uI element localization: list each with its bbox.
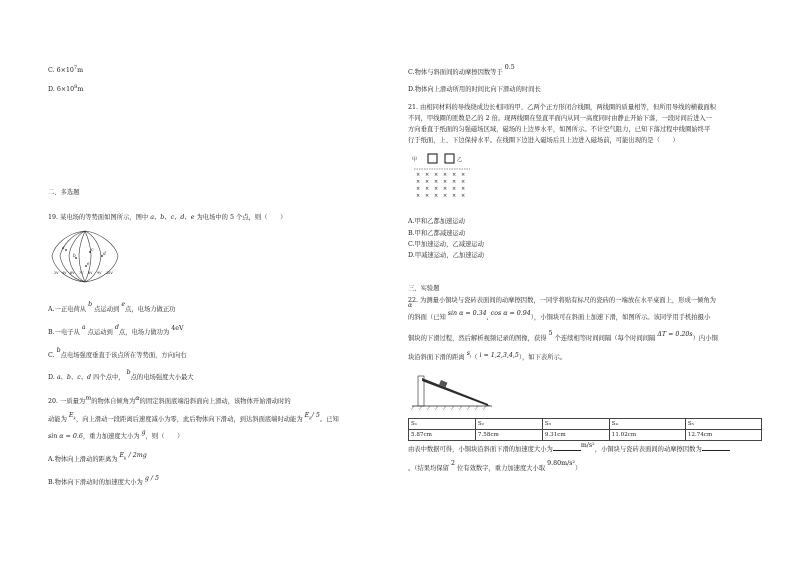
option-c-q18: C. $6\times 10^7m$ <box>48 65 84 74</box>
field-x-mark: × <box>443 193 448 199</box>
q21-option-a: A.甲和乙都加速运动 <box>408 218 465 225</box>
surface-hatching <box>411 406 486 410</box>
section-title-experiment: 三、实验题 <box>408 285 440 292</box>
field-x-mark: × <box>434 193 439 199</box>
incline-figure <box>410 372 494 412</box>
section-title-multi: 二、多选题 <box>48 189 80 196</box>
q22-answer-line-2: 。（结果均保留 2 位有效数字，重力加速度大小取 9.80m/s²） <box>408 460 582 472</box>
coil-yi <box>445 154 454 163</box>
q21-option-d: D.甲减速运动，乙加速运动 <box>408 252 485 259</box>
field-x-mark: × <box>434 179 439 185</box>
point-d-label: d <box>103 252 106 257</box>
field-x-mark: × <box>461 172 466 178</box>
q19-option-b: B.一电子从 a 点运动到 d点，电场力做功为 4eV <box>48 324 184 336</box>
point-a-label: a <box>62 246 65 251</box>
field-x-mark: × <box>443 179 448 185</box>
table-header: S₂ <box>475 419 542 430</box>
field-x-mark: × <box>416 193 421 199</box>
field-x-mark: × <box>425 193 430 199</box>
q21-line: 21. 由相同材料的导线绕成边长相同的甲、乙两个正方形闭合线圈，两线圈的质量相等，但所用导线的横截面积 <box>408 104 716 111</box>
answer-blank-acceleration[interactable] <box>553 450 581 451</box>
q22-line-3: 铜块的下滑过程，然后解析视频记录的图像，获得 5 个连续相等时间间隔（每个时间间隔 ΔT = 0.20s）内小铜 <box>408 330 718 342</box>
magnetic-field-marks <box>416 172 465 199</box>
point-b-label: b <box>73 254 76 259</box>
field-x-mark: × <box>434 186 439 192</box>
field-x-mark: × <box>425 172 430 178</box>
potential-10v: 10V <box>106 271 113 275</box>
q20-line-1: 20. 一质量为m的物体自倾角为α的固定斜面底端沿斜面向上滑动，该物体开始滑动时的 <box>48 395 291 405</box>
potential-7v: 7V <box>79 271 84 275</box>
distance-table <box>408 418 762 441</box>
q19-stem: 19. 某电场的等势面如图所示，图中 a、b、c、d、e 为电场中的 5 个点，则（ ） <box>48 214 287 221</box>
q20-option-a: A.物体向上滑动的距离为 $E_k / 2mg$ <box>48 452 147 463</box>
coil-jia <box>428 154 437 163</box>
field-x-mark: × <box>443 172 448 178</box>
field-x-mark: × <box>443 186 448 192</box>
field-x-mark: × <box>416 179 421 185</box>
point-e-label: e <box>87 262 90 267</box>
q21-line: 不同，甲线圈的匝数是乙的 2 倍。现两线圈在竖直平面内从同一高度同时由静止开始下落，一段时间后进入一 <box>408 115 712 122</box>
table-header: S₃ <box>542 419 609 430</box>
q19-option-d: D. a、b、c、d 四个点中， b点的电场强度大小最大 <box>48 369 194 381</box>
q20-line-2: 动能为 $E_k$，向上滑动一段距离后速度减小为零，此后物体向下滑动，到达斜面底端时动能为 $E_k/$ 5。已知 <box>48 412 339 423</box>
q20-option-b: B.物体向下滑动时的加速度大小为 g / 5 <box>48 475 159 486</box>
table-header: S₅ <box>685 419 761 430</box>
potential-6v: 6V <box>70 271 75 275</box>
q19-option-a: A.一正电荷从 b 点运动到 e点，电场力做正功 <box>48 301 176 313</box>
field-x-mark: × <box>461 193 466 199</box>
table-row <box>409 430 762 441</box>
potential-4v: 4V <box>62 271 67 275</box>
q20-option-d: D.物体向上滑动所用的时间比向下滑动的时间长 <box>408 86 541 93</box>
equipotential-figure <box>46 228 124 284</box>
field-x-mark: × <box>434 172 439 178</box>
table-header-row <box>409 419 762 430</box>
table-cell: 11.02cm <box>609 430 685 441</box>
coil-yi-label: 乙 <box>457 157 463 163</box>
field-x-mark: × <box>452 186 457 192</box>
q20-option-c: C.物体与斜面间的动摩擦因数等于 0.5 <box>408 64 515 76</box>
field-x-mark: × <box>425 179 430 185</box>
q21-option-b: B.甲和乙都减速运动 <box>408 230 466 237</box>
q22-answer-line-1: 由表中数据可得，小铜块沿斜面下滑的加速度大小为m/s²，小铜块与瓷砖表面间的动摩擦因数为 <box>408 446 730 454</box>
q21-option-c: C.甲加速运动，乙减速运动 <box>408 241 484 248</box>
field-x-mark: × <box>461 186 466 192</box>
coil-field-figure <box>410 152 476 202</box>
table-cell: 5.87cm <box>409 430 476 441</box>
table-cell: 9.31cm <box>542 430 609 441</box>
table-header: S₁ <box>409 419 476 430</box>
q22-line-4: 块沿斜面下滑的距离 $s_i$（ i = 1,2,3,4,5），如下表所示。 <box>408 350 567 361</box>
q21-line: 行于纸面，上、下边保持水平。在线圈下边进入磁场后且上边进入磁场前，可能出现的是（ ） <box>408 137 679 144</box>
table-header: S₄ <box>609 419 685 430</box>
q22-line-2: α 的斜面（已知 sin α = 0.34, cos α = 0.94），小铜块可在斜面上加速下滑，如图所示。该同学用手机拍摄小 <box>408 302 711 321</box>
q22-line-1: 22. 为测量小铜块与瓷砖表面间的动摩擦因数，一同学将贴有标尺的瓷砖的一端放在水平桌面上，形成一倾角为 <box>408 297 716 304</box>
table-cell: 7.58cm <box>475 430 542 441</box>
q19-option-c: C. b点电场强度垂直于该点所在等势面，方向向右 <box>48 347 187 359</box>
field-x-mark: × <box>416 172 421 178</box>
coil-jia-label: 甲 <box>412 157 418 163</box>
point-c-label: c <box>91 248 94 253</box>
potential-2v: 2V <box>54 271 59 275</box>
field-x-mark: × <box>452 193 457 199</box>
field-x-mark: × <box>452 179 457 185</box>
answer-blank-friction[interactable] <box>702 450 730 451</box>
table-cell: 12.74cm <box>685 430 761 441</box>
field-x-mark: × <box>425 186 430 192</box>
field-x-mark: × <box>452 172 457 178</box>
field-x-mark: × <box>461 179 466 185</box>
potential-9v: 9V <box>97 271 102 275</box>
field-x-mark: × <box>416 186 421 192</box>
potential-8v: 8V <box>88 271 93 275</box>
q21-line: 方向垂直于纸面的匀强磁场区域，磁场的上边界水平，如图所示。不计空气阻力，已知下落过程中线圈始终平 <box>408 126 711 133</box>
q20-line-3: sin α = 0.6，重力加速度大小为 g，则（ ） <box>48 429 184 440</box>
option-d-q18: D. $6\times 10^8m$ <box>48 84 84 93</box>
